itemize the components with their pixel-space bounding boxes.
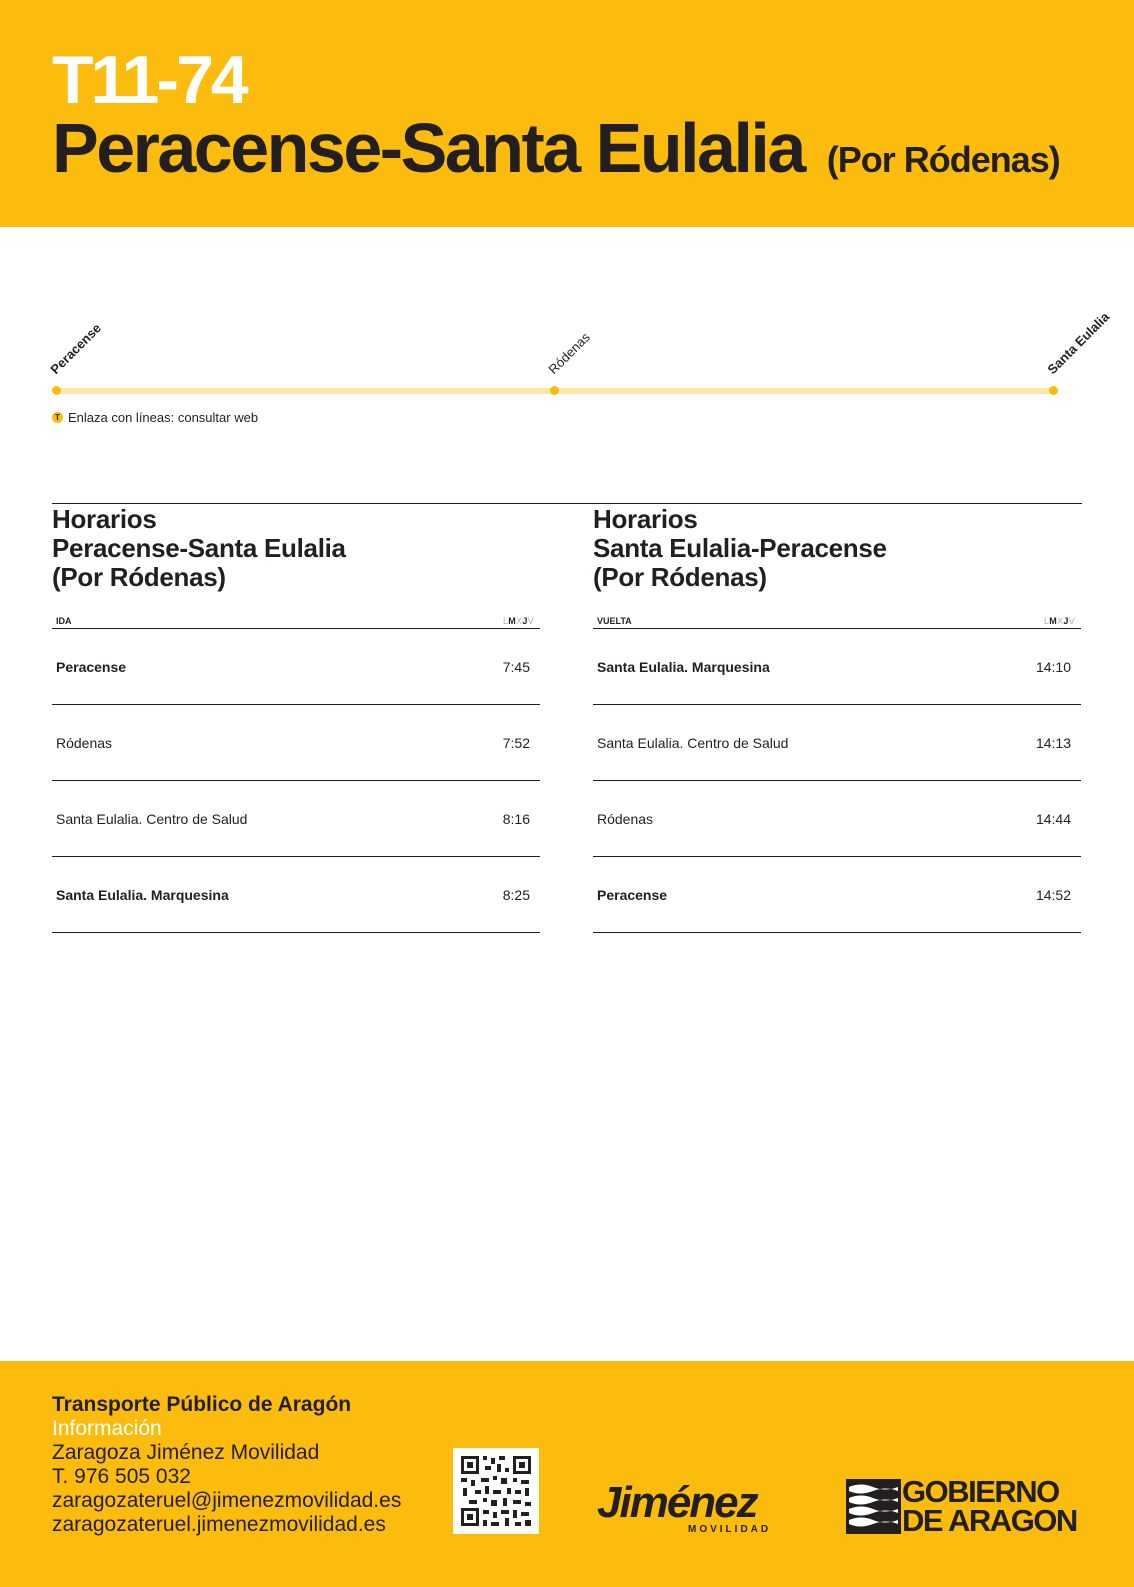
departure-time: 8:16 (502, 811, 530, 827)
schedule-outbound (52, 505, 540, 933)
contact-info (52, 1393, 401, 1537)
aragon-line: DE ARAGON (902, 1503, 1077, 1538)
day-l: L (1043, 616, 1050, 626)
day-v: V (1068, 616, 1075, 626)
stop-name: Santa Eulalia. Centro de Salud (56, 811, 248, 827)
phone-number[interactable]: T. 976 505 032 (52, 1465, 191, 1488)
line-code: T11-74 (52, 42, 246, 118)
route-title-main: Peracense-Santa Eulalia (52, 109, 804, 187)
connections-legend (52, 410, 258, 425)
stop-dot-santa-eulalia (1049, 386, 1058, 395)
day-x: X (516, 616, 523, 626)
day-x: X (1057, 616, 1064, 626)
section-divider (52, 503, 1082, 504)
gobierno-line: GOBIERNO (902, 1474, 1059, 1509)
schedule-return (593, 505, 1081, 933)
table-row (593, 857, 1081, 933)
service-days (503, 616, 534, 626)
stop-label-peracense: Peracense (47, 320, 105, 377)
day-j: J (522, 616, 528, 626)
table-row (593, 705, 1081, 781)
departure-time: 14:44 (1035, 811, 1071, 827)
route-title-via: (Por Ródenas) (826, 139, 1060, 180)
day-v: V (527, 616, 534, 626)
table-row (52, 781, 540, 857)
schedule-title-line: Horarios (52, 504, 157, 534)
service-days (1044, 616, 1075, 626)
stop-dot-peracense (52, 386, 61, 395)
day-l: L (502, 616, 509, 626)
schedule-header (593, 614, 1081, 629)
table-row (593, 781, 1081, 857)
table-row (52, 705, 540, 781)
schedule-header (52, 614, 540, 629)
gobierno-aragon-logo-text (902, 1474, 1077, 1538)
stop-name: Peracense (597, 887, 668, 903)
stop-name: Santa Eulalia. Marquesina (597, 659, 770, 675)
qr-code-icon[interactable] (453, 1448, 539, 1534)
legend-text: Enlaza con líneas: consultar web (68, 410, 259, 425)
schedule-title-route: Santa Eulalia-Peracense (593, 533, 887, 563)
website-link[interactable]: zaragozateruel.jimenezmovilidad.es (52, 1513, 386, 1536)
transfer-icon: T (52, 412, 63, 423)
departure-time: 14:10 (1035, 659, 1071, 675)
day-m: M (1049, 616, 1058, 626)
day-m: M (508, 616, 517, 626)
stop-name: Santa Eulalia. Marquesina (56, 887, 229, 903)
table-row (52, 629, 540, 705)
departure-time: 7:52 (502, 735, 530, 751)
stop-label-rodenas: Ródenas (545, 329, 593, 377)
jimenez-logo-sub: MOVILIDAD (688, 1524, 772, 1535)
schedule-title-via: (Por Ródenas) (52, 562, 226, 592)
stop-name: Peracense (56, 659, 127, 675)
direction-label: IDA (56, 616, 72, 626)
schedule-title (52, 505, 540, 592)
organization-name: Transporte Público de Aragón (52, 1393, 352, 1416)
footer-banner (0, 1361, 1134, 1587)
departure-time: 8:25 (502, 887, 530, 903)
direction-label: VUELTA (597, 616, 632, 626)
schedule-title-via: (Por Ródenas) (593, 562, 767, 592)
schedule-title-route: Peracense-Santa Eulalia (52, 533, 346, 563)
schedule-title-line: Horarios (593, 504, 698, 534)
route-title (52, 108, 1060, 200)
departure-time: 14:13 (1035, 735, 1071, 751)
header-banner (0, 0, 1134, 227)
day-j: J (1063, 616, 1069, 626)
table-row (593, 629, 1081, 705)
table-row (52, 857, 540, 933)
departure-time: 7:45 (502, 659, 530, 675)
gobierno-aragon-emblem-icon (846, 1479, 901, 1534)
jimenez-logo: Jiménez (597, 1478, 757, 1527)
email-link[interactable]: zaragozateruel@jimenezmovilidad.es (52, 1489, 402, 1512)
stop-name: Santa Eulalia. Centro de Salud (597, 735, 789, 751)
stop-name: Ródenas (597, 811, 654, 827)
stop-name: Ródenas (56, 735, 113, 751)
info-label: Información (52, 1417, 162, 1440)
schedule-title (593, 505, 1081, 592)
stop-label-santa-eulalia: Santa Eulalia (1044, 309, 1113, 377)
departure-time: 14:52 (1035, 887, 1071, 903)
company-name: Zaragoza Jiménez Movilidad (52, 1441, 320, 1464)
stop-dot-rodenas (550, 386, 559, 395)
